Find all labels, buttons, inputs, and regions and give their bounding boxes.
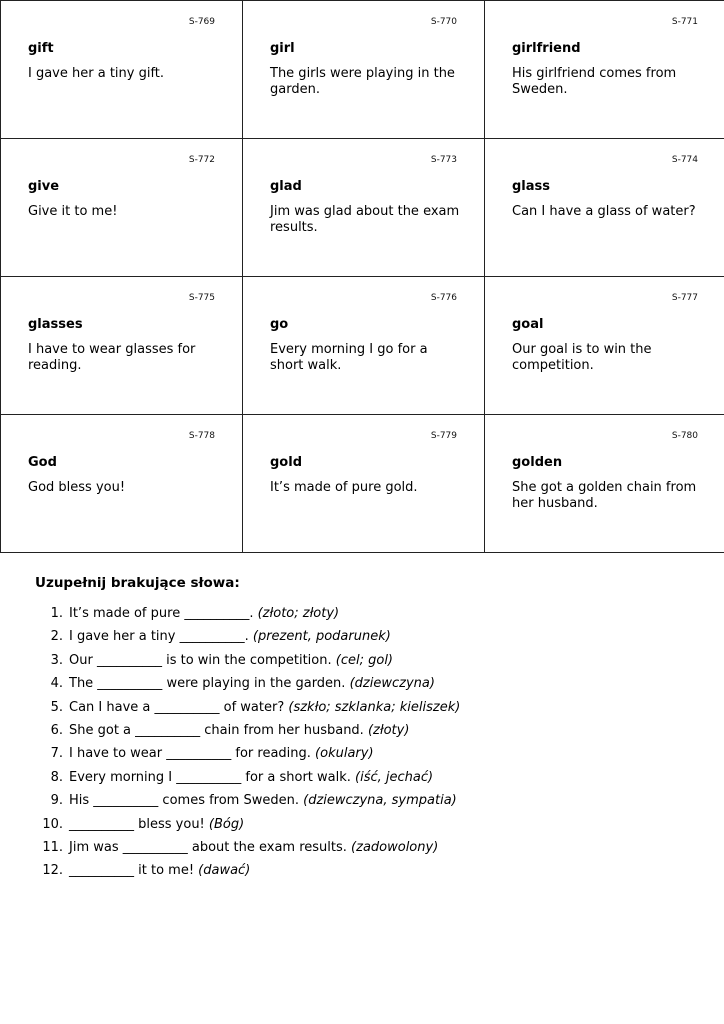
card-sentence: Jim was glad about the exam results. — [270, 204, 460, 235]
item-number: 5. — [50, 699, 63, 715]
item-text: __________ bless you! — [69, 816, 205, 832]
card-sentence: I gave her a tiny gift. — [28, 66, 165, 81]
card-code: S-771 — [671, 17, 698, 27]
card-sentence: Every morning I go for a short walk. — [270, 342, 428, 373]
item-number: 4. — [50, 676, 63, 692]
item-hint: (szkło; szklanka; kieliszek) — [288, 699, 461, 715]
card-word: give — [28, 179, 60, 194]
item-text-wrap — [69, 817, 244, 833]
flashcard — [1, 277, 243, 415]
item-number: 1. — [50, 606, 63, 621]
item-hint: (dziewczyna) — [349, 676, 435, 692]
item-text-wrap — [69, 653, 393, 669]
item-hint: (prezent, podarunek) — [252, 629, 391, 645]
item-hint: (okulary) — [315, 746, 374, 762]
item-number: 8. — [50, 769, 63, 785]
card-row — [1, 415, 724, 553]
item-hint: (dziewczyna, sympatia) — [303, 793, 457, 809]
exercise-title: Uzupełnij brakujące słowa: — [35, 575, 240, 591]
card-sentence: I have to wear glasses for reading. — [28, 342, 196, 373]
flashcard — [1, 139, 243, 277]
item-hint: (złoto; złoty) — [257, 606, 340, 621]
item-number: 3. — [50, 652, 63, 668]
item-hint: (Bóg) — [208, 816, 245, 832]
card-word: girlfriend — [512, 41, 581, 56]
card-code: S-769 — [188, 17, 215, 27]
card-code: S-775 — [188, 293, 215, 303]
item-hint: (zadowolony) — [351, 839, 439, 855]
item-text-wrap — [69, 676, 435, 692]
item-text-wrap — [69, 723, 409, 739]
card-word: glasses — [28, 317, 83, 332]
flashcard — [485, 1, 724, 139]
card-sentence: God bless you! — [28, 480, 126, 495]
item-text: She got a __________ chain from her husband. — [69, 722, 364, 738]
item-text: His __________ comes from Sweden. — [69, 793, 299, 809]
item-text-wrap — [69, 629, 391, 645]
item-number: 12. — [42, 863, 63, 879]
item-text-wrap — [69, 840, 438, 856]
item-hint: (cel; gol) — [335, 652, 393, 668]
card-word: goal — [512, 317, 544, 332]
card-code: S-772 — [188, 155, 215, 165]
item-hint: (dawać) — [198, 863, 251, 879]
card-sentence: Give it to me! — [28, 204, 118, 219]
item-text: __________ it to me! — [69, 863, 195, 879]
item-text-wrap — [69, 606, 339, 622]
item-text-wrap — [69, 700, 460, 716]
item-number: 11. — [42, 839, 63, 855]
item-text: I have to wear __________ for reading. — [69, 746, 311, 762]
flashcard — [485, 415, 724, 553]
card-sentence: The girls were playing in the garden. — [270, 66, 455, 97]
item-number: 10. — [42, 816, 63, 832]
flashcard — [485, 277, 724, 415]
card-word: gold — [270, 455, 302, 470]
item-text: It’s made of pure __________. — [69, 606, 254, 621]
card-sentence: Can I have a glass of water? — [512, 204, 696, 219]
card-code: S-773 — [430, 155, 457, 165]
card-word: golden — [512, 455, 563, 470]
item-text: The __________ were playing in the garden. — [69, 676, 346, 692]
card-code: S-774 — [671, 155, 698, 165]
item-text: Jim was __________ about the exam results. — [69, 839, 347, 855]
card-sentence: It’s made of pure gold. — [270, 480, 418, 495]
card-word: gift — [28, 41, 54, 56]
card-code: S-776 — [430, 293, 457, 303]
card-sentence: His girlfriend comes from Sweden. — [512, 66, 677, 97]
card-row — [1, 1, 724, 139]
card-code: S-770 — [430, 17, 457, 27]
flashcard — [243, 1, 485, 139]
item-number: 6. — [50, 722, 63, 738]
item-text: Our __________ is to win the competition. — [69, 652, 332, 668]
card-code: S-777 — [671, 293, 698, 303]
flashcard — [485, 139, 724, 277]
flashcard — [1, 415, 243, 553]
flashcard — [243, 277, 485, 415]
item-text-wrap — [69, 770, 433, 786]
card-sentence: Our goal is to win the competition. — [512, 342, 652, 373]
item-text: Every morning I __________ for a short walk. — [69, 769, 351, 785]
item-number: 2. — [50, 629, 63, 645]
item-text-wrap — [69, 793, 457, 809]
card-word: glass — [512, 179, 551, 194]
card-code: S-778 — [188, 431, 215, 441]
item-text: I gave her a tiny __________. — [69, 629, 249, 645]
card-row — [1, 139, 724, 277]
card-word: glad — [270, 179, 302, 194]
item-number: 9. — [50, 793, 63, 809]
card-row — [1, 277, 724, 415]
item-text-wrap — [69, 746, 374, 762]
card-word: God — [28, 455, 57, 470]
item-hint: (iść, jechać) — [355, 769, 434, 785]
card-sentence: She got a golden chain from her husband. — [512, 480, 697, 511]
card-code: S-779 — [430, 431, 457, 441]
flashcard — [243, 415, 485, 553]
flashcard — [243, 139, 485, 277]
card-word: go — [270, 317, 289, 332]
card-word: girl — [270, 41, 295, 56]
item-text: Can I have a __________ of water? — [69, 699, 285, 715]
item-text-wrap — [69, 863, 250, 879]
card-code: S-780 — [671, 431, 698, 441]
item-number: 7. — [50, 746, 63, 762]
flashcard — [1, 1, 243, 139]
item-hint: (złoty) — [367, 722, 410, 738]
